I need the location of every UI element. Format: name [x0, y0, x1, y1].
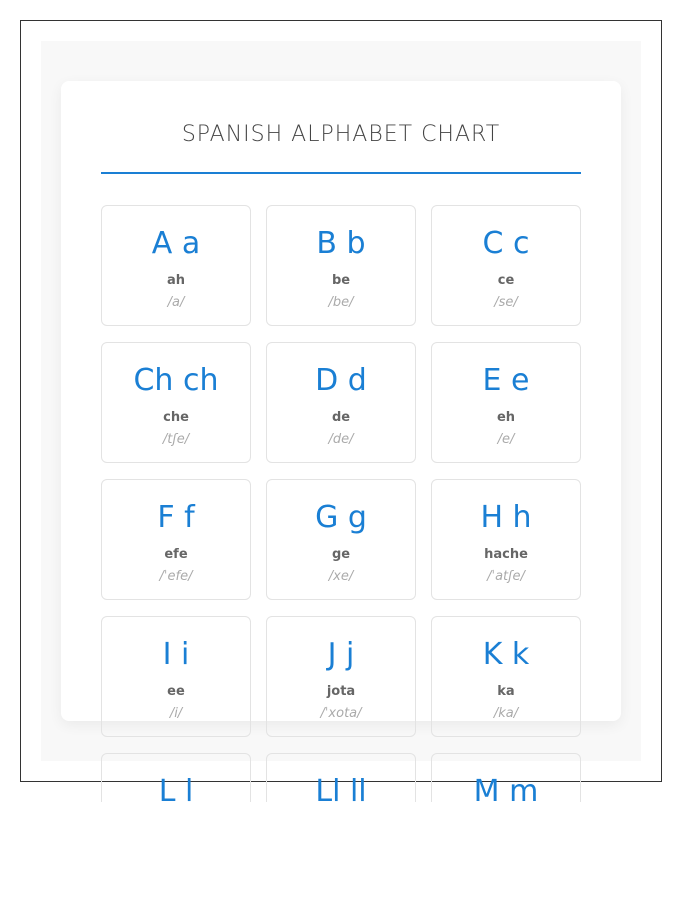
letter-tile [266, 205, 416, 326]
letter-name: hache [484, 547, 528, 562]
pronunciation: /tʃe/ [162, 432, 190, 447]
letter-tile [266, 616, 416, 737]
letter: K k [482, 637, 530, 672]
letter-tile [431, 616, 581, 737]
pronunciation: /e/ [497, 432, 515, 447]
letter: Ll ll [315, 774, 367, 802]
letter-tile [266, 753, 416, 802]
pronunciation: /i/ [169, 706, 183, 721]
letter: Ch ch [133, 363, 219, 398]
letter-tile [101, 205, 251, 326]
letter: M m [473, 774, 539, 802]
letter: G g [315, 500, 367, 535]
letter-tile [431, 479, 581, 600]
pronunciation: /ˈatʃe/ [487, 569, 525, 584]
letter-tile [101, 616, 251, 737]
letter-tile [431, 342, 581, 463]
letter-tile [101, 753, 251, 802]
page-title: SPANISH ALPHABET CHART [181, 122, 501, 147]
letter-tile [266, 479, 416, 600]
letter-name: ce [497, 273, 515, 288]
letter: A a [151, 226, 201, 261]
letter-name: jota [326, 684, 356, 699]
letter-tile [431, 205, 581, 326]
letter-name: che [163, 410, 189, 425]
letter: F f [157, 500, 195, 535]
letter-name: ah [166, 273, 186, 288]
letter: H h [480, 500, 532, 535]
letter-tile [101, 342, 251, 463]
letter-name: efe [164, 547, 188, 562]
letter: D d [315, 363, 367, 398]
letter: J j [327, 637, 355, 672]
letter-name: be [331, 273, 351, 288]
pronunciation: /se/ [494, 295, 518, 310]
pronunciation: /xe/ [328, 569, 354, 584]
letter-name: ka [497, 684, 515, 699]
pronunciation: /de/ [328, 432, 354, 447]
pronunciation: /ˈefe/ [159, 569, 193, 584]
letter: L l [158, 774, 194, 802]
pronunciation: /ka/ [493, 706, 519, 721]
pronunciation: /ˈxota/ [320, 706, 362, 721]
letter: I i [162, 637, 190, 672]
pronunciation: /a/ [167, 295, 185, 310]
letter: C c [482, 226, 530, 261]
letter: B b [316, 226, 366, 261]
letter-tile [101, 479, 251, 600]
letter: E e [482, 363, 530, 398]
letter-tile [431, 753, 581, 802]
letter-name: de [331, 410, 351, 425]
letter-name: ge [331, 547, 351, 562]
pronunciation: /be/ [328, 295, 354, 310]
letter-name: eh [496, 410, 516, 425]
letter-name: ee [167, 684, 185, 699]
alphabet-grid [101, 205, 581, 802]
letter-tile [266, 342, 416, 463]
